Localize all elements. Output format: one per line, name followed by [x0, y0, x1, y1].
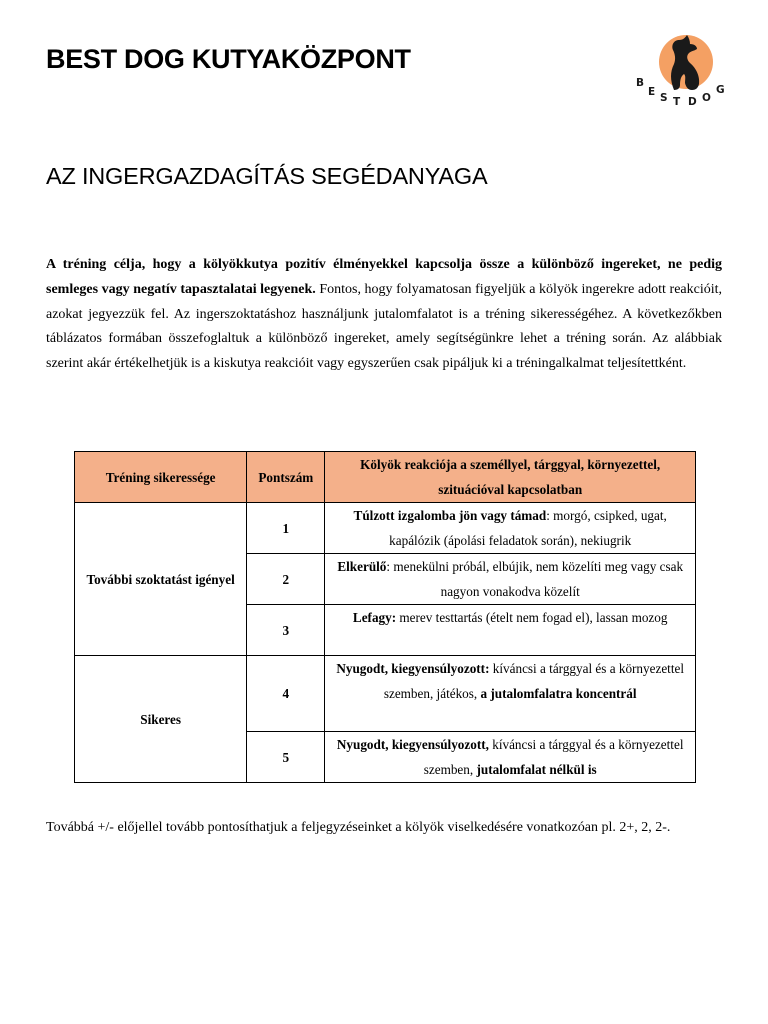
reaction-text: : morgó, csipked, ugat, kapálózik (ápolási feladatok során), nekiugrik [389, 508, 667, 548]
table-row [75, 656, 696, 732]
reaction-bold: Nyugodt, kiegyensúlyozott: [336, 661, 490, 676]
group-label-needs-more: További szoktatást igényel [75, 503, 247, 656]
header-reaction: Kölyök reakciója a személlyel, tárggyal, környezettel, szituációval kapcsolatban [325, 452, 696, 503]
logo-text: B E S T D O G [636, 77, 725, 108]
intro-body-text: Fontos, hogy folyamatosan figyeljük a kölyök ingerekre adott reakcióit, azokat jegyezzük fel. Az ingerszoktatáshoz használjunk jutalomfalatot is a tréning sikerességéhez. A következőkben táblázatos formában összefoglaltuk a különböző ingereket, amely segítségünkre lehet a tréning során. Az alábbiak szerint akár értékelhetjük is a kiskutya reakcióit vagy egyszerűen csak pipáljuk ki a tréningalkalmat teljesítettként. [46, 281, 722, 372]
points-cell: 4 [247, 656, 325, 732]
reaction-text: kíváncsi a tárggyal és a környezettel szemben, [423, 737, 684, 777]
reaction-bold-emphasis: a jutalomfalatra koncentrál [480, 686, 637, 701]
reaction-text: : menekülni próbál, elbújik, nem közelíti meg vagy csak nagyon vonakodva közelít [386, 559, 684, 599]
reaction-cell [325, 605, 696, 656]
scoring-table [74, 451, 696, 783]
document-title: BEST DOG KUTYAKÖZPONT [46, 44, 411, 74]
footer-note: Továbbá +/- előjellel tovább pontosíthatjuk a feljegyzéseinket a kölyök viselkedésére vonatkozóan pl. 2+, 2, 2-. [46, 820, 671, 835]
points-cell: 5 [247, 732, 325, 783]
reaction-cell [325, 554, 696, 605]
header-outcome: Tréning sikeressége [75, 452, 247, 503]
reaction-cell [325, 656, 696, 732]
reaction-cell [325, 503, 696, 554]
bestdog-logo [630, 32, 740, 118]
reaction-cell [325, 732, 696, 783]
reaction-text: merev testtartás (ételt nem fogad el), lassan mozog [396, 610, 668, 625]
intro-paragraph [46, 253, 722, 377]
group-label-success: Sikeres [75, 656, 247, 783]
table-row [75, 503, 696, 554]
document-subtitle: AZ INGERGAZDAGÍTÁS SEGÉDANYAGA [46, 163, 488, 189]
points-cell: 2 [247, 554, 325, 605]
reaction-bold: Nyugodt, kiegyensúlyozott, [336, 737, 489, 752]
reaction-bold-emphasis: jutalomfalat nélkül is [476, 762, 597, 777]
points-cell: 1 [247, 503, 325, 554]
points-cell: 3 [247, 605, 325, 656]
reaction-bold: Lefagy: [352, 610, 397, 625]
reaction-text: kíváncsi a tárggyal és a környezettel szemben, játékos, [383, 661, 685, 701]
table-header-row [75, 452, 696, 503]
header-points: Pontszám [247, 452, 325, 503]
reaction-bold: Túlzott izgalomba jön vagy támad [353, 508, 547, 523]
intro-bold-text: A tréning célja, hogy a kölyökkutya pozitív élményekkel kapcsolja össze a különböző ingereket, ne pedig semleges vagy negatív tapasztalatai legyenek. [46, 257, 722, 297]
reaction-bold: Elkerülő [337, 559, 387, 574]
